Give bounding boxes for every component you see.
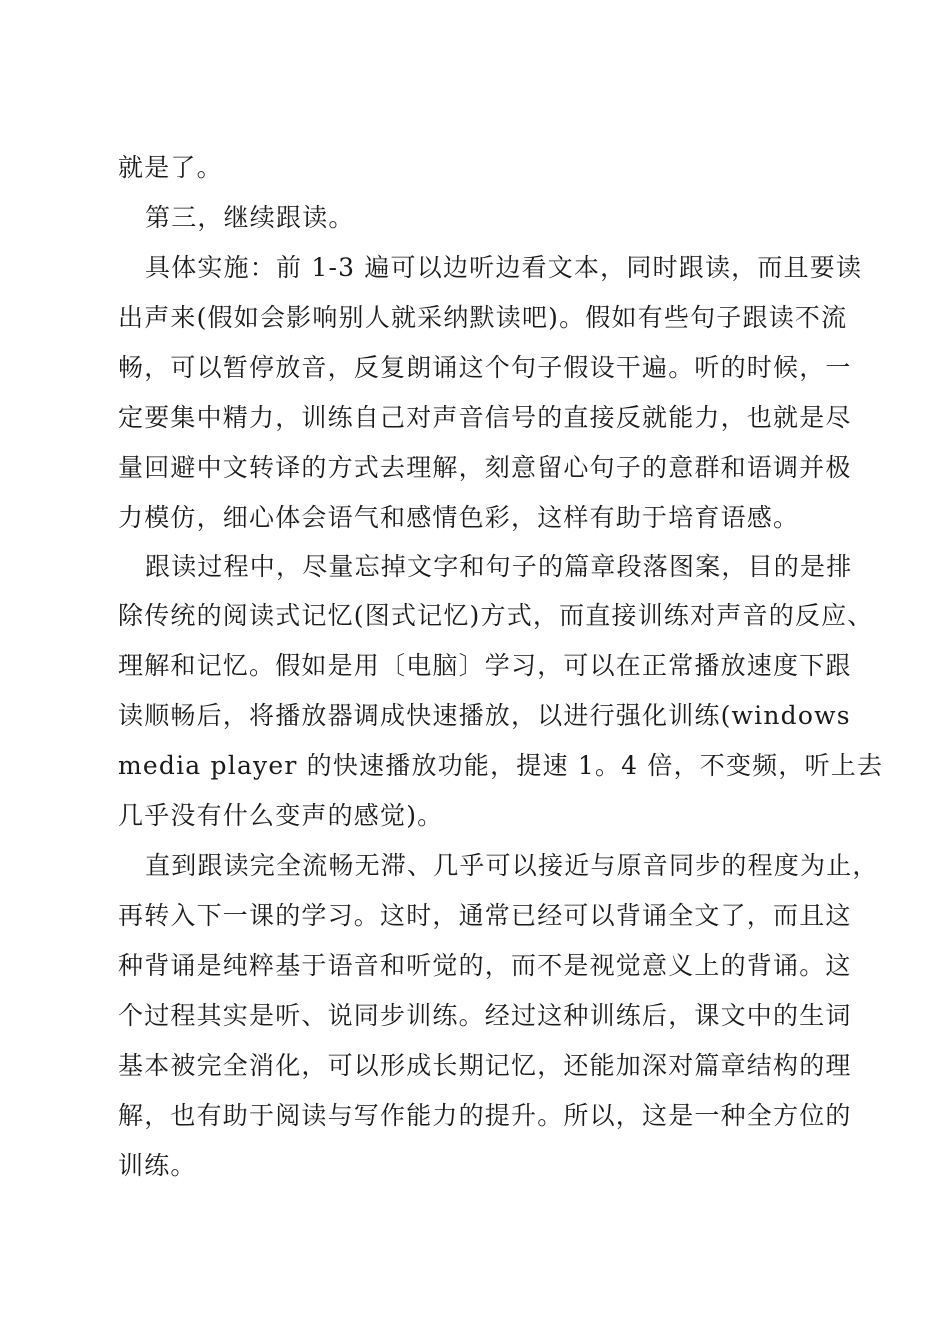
text-line: 理解和记忆。假如是用〔电脑〕学习，可以在正常播放速度下跟 (118, 651, 852, 680)
text-line: 出声来(假如会影响别人就采纳默读吧)。假如有些句子跟读不流 (118, 303, 848, 332)
text-line: 力模仿，细心体会语气和感情色彩，这样有助于培育语感。 (118, 503, 800, 532)
text-line: 跟读过程中，尽量忘掉文字和句子的篇章段落图案，目的是排 (145, 552, 853, 581)
text-line: 再转入下一课的学习。这时，通常已经可以背诵全文了，而且这 (118, 901, 852, 930)
text-line: 具体实施：前 1-3 遍可以边听边看文本，同时跟读，而且要读 (145, 253, 863, 282)
text-line: 种背诵是纯粹基于语音和听觉的，而不是视觉意义上的背诵。这 (118, 951, 852, 980)
text-line: 除传统的阅读式记忆(图式记忆)方式，而直接训练对声音的反应、 (118, 601, 874, 630)
text-line: 读顺畅后，将播放器调成快速播放，以进行强化训练(windows (118, 701, 851, 730)
text-line: 就是了。 (118, 153, 223, 182)
text-line: 畅，可以暂停放音，反复朗诵这个句子假设干遍。听的时候，一 (118, 353, 852, 382)
text-line: 解，也有助于阅读与写作能力的提升。所以，这是一种全方位的 (118, 1101, 852, 1130)
text-line: media player 的快速播放功能，提速 1。4 倍，不变频，听上去 (118, 751, 884, 780)
section-heading: 第三，继续跟读。 (145, 203, 355, 232)
text-line: 定要集中精力，训练自己对声音信号的直接反就能力，也就是尽 (118, 403, 852, 432)
text-line: 基本被完全消化，可以形成长期记忆，还能加深对篇章结构的理 (118, 1051, 852, 1080)
text-line: 训练。 (118, 1151, 197, 1180)
text-line: 量回避中文转译的方式去理解，刻意留心句子的意群和语调并极 (118, 453, 852, 482)
text-line: 个过程其实是听、说同步训练。经过这种训练后，课文中的生词 (118, 1001, 852, 1030)
text-line: 直到跟读完全流畅无滞、几乎可以接近与原音同步的程度为止， (145, 851, 879, 880)
text-line: 几乎没有什么变声的感觉)。 (118, 801, 444, 830)
